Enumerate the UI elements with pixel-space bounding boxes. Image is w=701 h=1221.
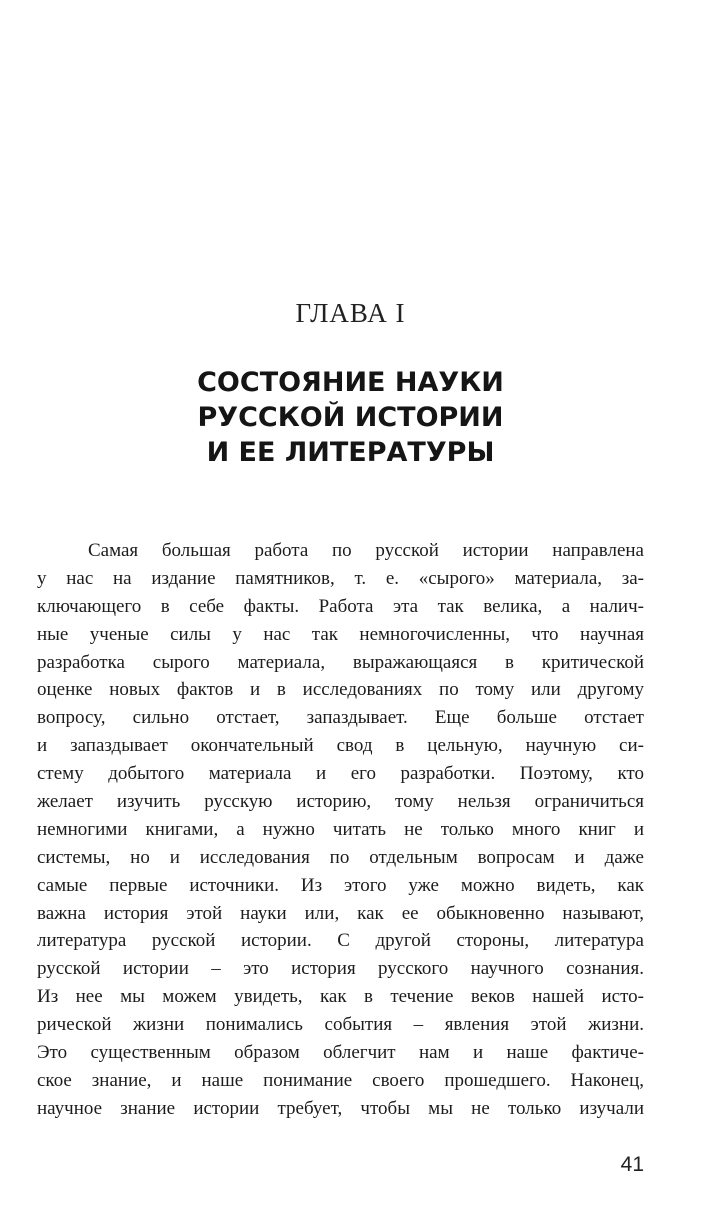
text-line: стему добытого материала и его разработки. Поэтому, кто <box>37 763 644 785</box>
text-line: ское знание, и наше понимание своего прошедшего. Наконец, <box>37 1069 644 1091</box>
text-line: вопросу, сильно отстает, запаздывает. Еще больше отстает <box>37 707 644 729</box>
text-line: рической жизни понимались события – явления этой жизни. <box>37 1014 644 1036</box>
text-line: желает изучить русскую историю, тому нельзя ограничиться <box>37 791 644 813</box>
text-line: литература русской истории. С другой стороны, литература <box>37 930 644 952</box>
text-line: системы, но и исследования по отдельным вопросам и даже <box>37 846 644 868</box>
text-line: важна история этой науки или, как ее обыкновенно называют, <box>37 902 644 924</box>
text-line: Самая большая работа по русской истории направлена <box>88 540 644 561</box>
text-line: самые первые источники. Из этого уже можно видеть, как <box>37 874 644 896</box>
chapter-title-line: РУССКОЙ ИСТОРИИ <box>197 402 504 433</box>
body-paragraph <box>37 537 644 1123</box>
text-line: ключающего в себе факты. Работа эта так велика, а налич- <box>37 595 644 617</box>
text-line: русской истории – это история русского научного сознания. <box>37 958 644 980</box>
text-line: Это существенным образом облегчит нам и наше фактиче- <box>37 1042 644 1064</box>
text-line: Из нее мы можем увидеть, как в течение веков нашей исто- <box>37 986 644 1008</box>
chapter-title <box>0 365 701 470</box>
chapter-title-line: И ЕЕ ЛИТЕРАТУРЫ <box>206 437 495 468</box>
text-line: разработка сырого материала, выражающаяся в критической <box>37 651 644 673</box>
chapter-label: ГЛАВА I <box>295 298 406 328</box>
chapter-title-line: СОСТОЯНИЕ НАУКИ <box>197 367 504 398</box>
text-line: ные ученые силы у нас так немногочисленны, что научная <box>37 623 644 645</box>
page-number: 41 <box>620 1153 644 1176</box>
text-line: и запаздывает окончательный свод в цельную, научную си- <box>37 735 644 757</box>
text-line: научное знание истории требует, чтобы мы не только изучали <box>37 1097 644 1119</box>
text-line: немногими книгами, а нужно читать не только много книг и <box>37 818 644 840</box>
text-line: оценке новых фактов и в исследованиях по тому или другому <box>37 679 644 701</box>
text-line: у нас на издание памятников, т. е. «сырого» материала, за- <box>37 567 644 589</box>
